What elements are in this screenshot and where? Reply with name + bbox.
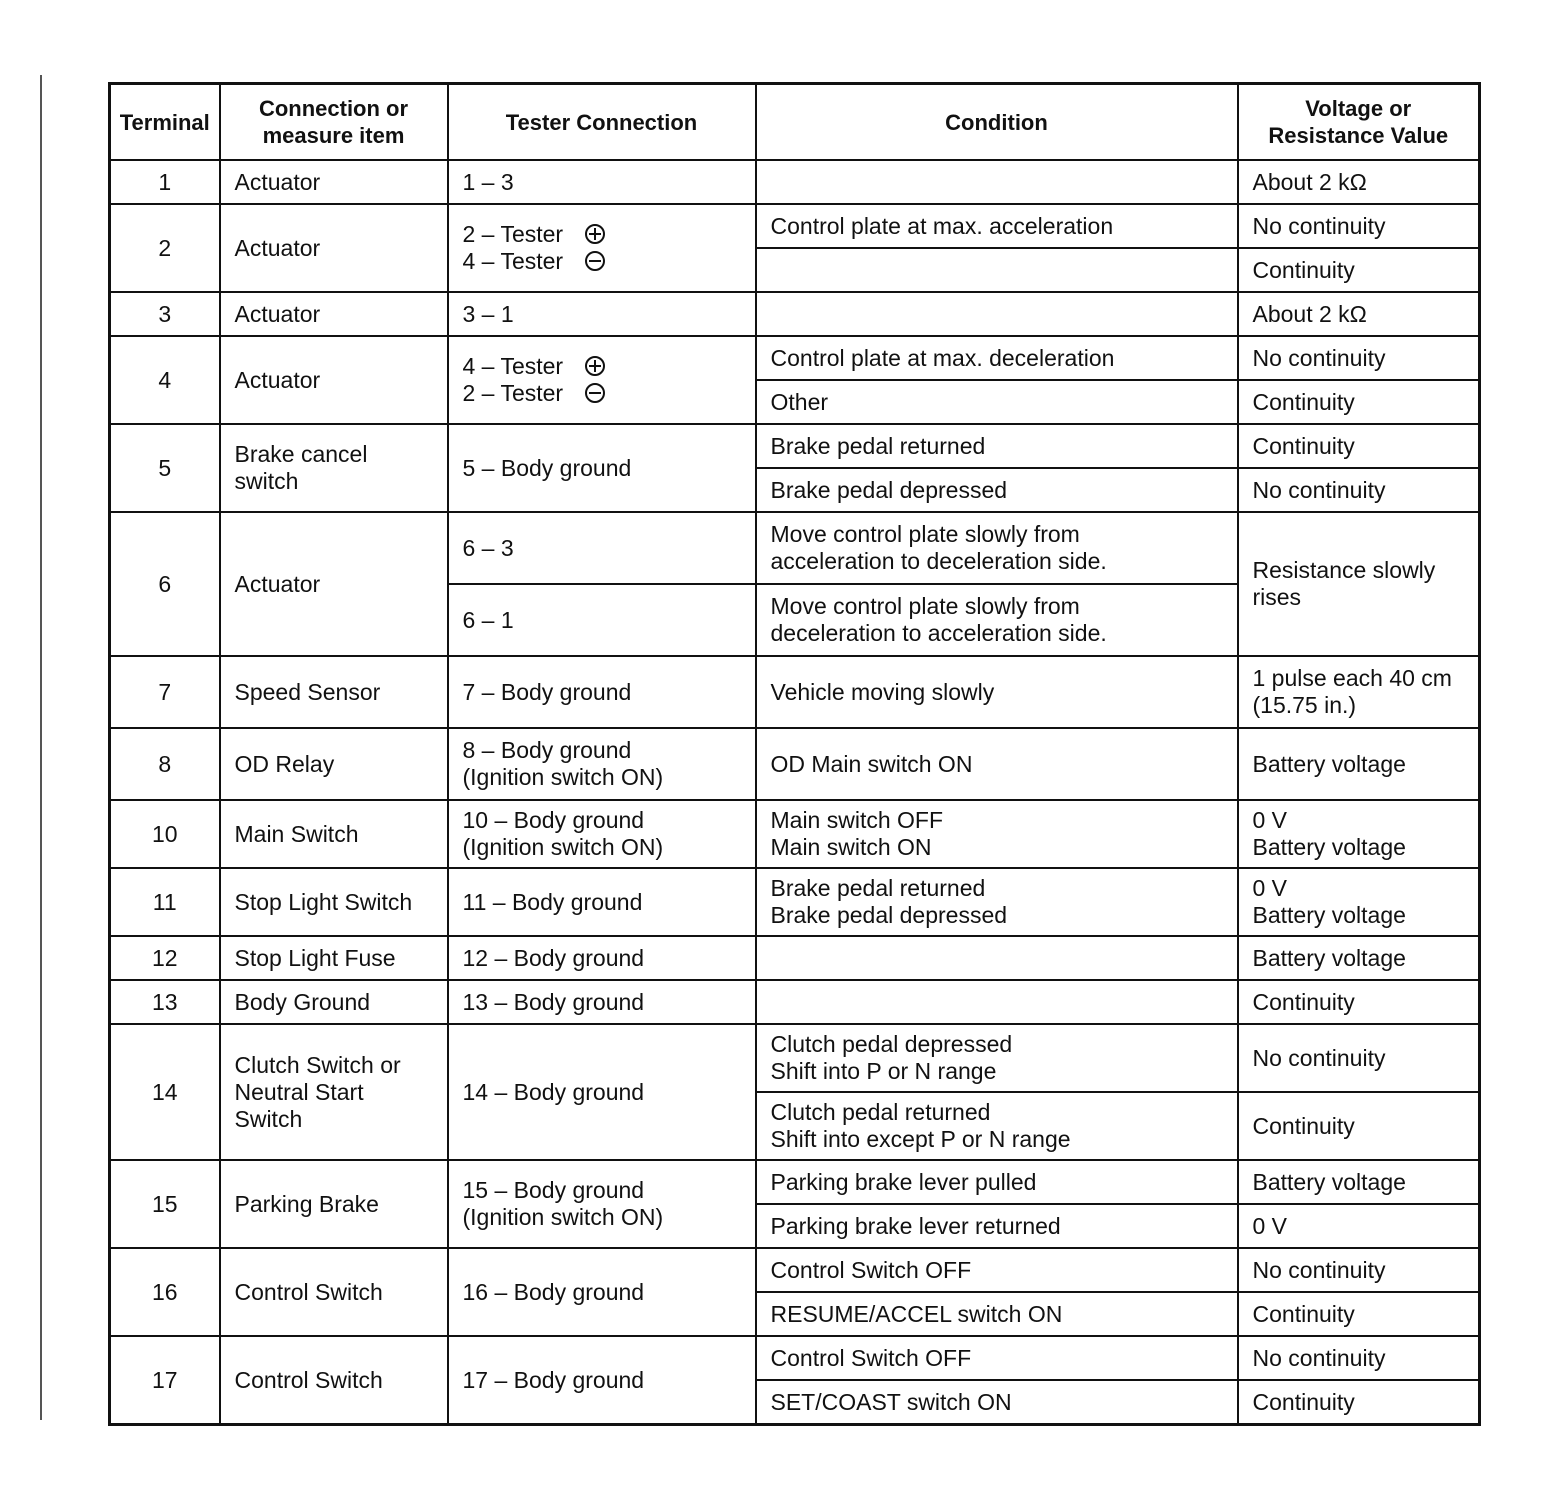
tester-cell: 12 – Body ground: [448, 936, 756, 980]
terminal-cell: 2: [110, 204, 220, 292]
item-cell: Clutch Switch or Neutral Start Switch: [220, 1024, 448, 1160]
condition-cell: [756, 936, 1238, 980]
item-cell: Main Switch: [220, 800, 448, 868]
circled-minus-icon: [585, 251, 605, 271]
condition-cell: Other: [756, 380, 1238, 424]
header-connection: Connection or measure item: [220, 84, 448, 161]
condition-cell: [756, 980, 1238, 1024]
tester-cell: 7 – Body ground: [448, 656, 756, 728]
value-cell: Battery voltage: [1238, 936, 1480, 980]
table-row: [110, 424, 1480, 468]
header-terminal: Terminal: [110, 84, 220, 161]
tester-cell: 10 – Body ground (Ignition switch ON): [448, 800, 756, 868]
condition-cell: Parking brake lever returned: [756, 1204, 1238, 1248]
item-cell: Stop Light Switch: [220, 868, 448, 936]
circled-plus-icon: [585, 356, 605, 376]
value-cell: Continuity: [1238, 1292, 1480, 1336]
tester-cell: 17 – Body ground: [448, 1336, 756, 1425]
table-row: [110, 800, 1480, 868]
condition-cell: Control plate at max. deceleration: [756, 336, 1238, 380]
value-cell: Continuity: [1238, 424, 1480, 468]
value-cell: Continuity: [1238, 980, 1480, 1024]
terminal-cell: 5: [110, 424, 220, 512]
table-row: [110, 1024, 1480, 1092]
terminal-cell: 7: [110, 656, 220, 728]
tester-line: [463, 221, 741, 248]
table-row: [110, 512, 1480, 584]
terminal-cell: 12: [110, 936, 220, 980]
condition-cell: Clutch pedal depressed Shift into P or N range: [756, 1024, 1238, 1092]
item-cell: Parking Brake: [220, 1160, 448, 1248]
table-row: [110, 936, 1480, 980]
tester-cell: [448, 336, 756, 424]
value-cell: 1 pulse each 40 cm (15.75 in.): [1238, 656, 1480, 728]
table-row: [110, 1160, 1480, 1204]
value-cell: 0 V Battery voltage: [1238, 800, 1480, 868]
item-cell: Actuator: [220, 336, 448, 424]
tester-line-text: 4 – Tester: [462, 353, 564, 379]
item-cell: OD Relay: [220, 728, 448, 800]
terminal-cell: 14: [110, 1024, 220, 1160]
tester-line: [463, 380, 741, 407]
item-cell: Brake cancel switch: [220, 424, 448, 512]
terminal-cell: 15: [110, 1160, 220, 1248]
terminal-cell: 11: [110, 868, 220, 936]
condition-cell: Control plate at max. acceleration: [756, 204, 1238, 248]
tester-cell: 1 – 3: [448, 160, 756, 204]
table-row: [110, 728, 1480, 800]
condition-cell: Move control plate slowly from acceleration to deceleration side.: [756, 512, 1238, 584]
value-cell: No continuity: [1238, 336, 1480, 380]
tester-line: [463, 248, 741, 275]
condition-cell: [756, 248, 1238, 292]
tester-cell: 6 – 1: [448, 584, 756, 656]
tester-cell: 8 – Body ground (Ignition switch ON): [448, 728, 756, 800]
condition-cell: Parking brake lever pulled: [756, 1160, 1238, 1204]
condition-cell: SET/COAST switch ON: [756, 1380, 1238, 1425]
tester-cell: 14 – Body ground: [448, 1024, 756, 1160]
page-margin-rule: [40, 75, 42, 1420]
table-row: [110, 868, 1480, 936]
condition-cell: Brake pedal returned Brake pedal depressed: [756, 868, 1238, 936]
value-cell: Continuity: [1238, 1092, 1480, 1160]
item-cell: Speed Sensor: [220, 656, 448, 728]
condition-cell: Control Switch OFF: [756, 1336, 1238, 1380]
table-row: [110, 292, 1480, 336]
item-cell: Stop Light Fuse: [220, 936, 448, 980]
circled-minus-icon: [585, 383, 605, 403]
header-tester: Tester Connection: [448, 84, 756, 161]
tester-line-text: 2 – Tester: [462, 221, 564, 247]
item-cell: Control Switch: [220, 1248, 448, 1336]
value-cell: Continuity: [1238, 1380, 1480, 1425]
tester-line-text: 2 – Tester: [462, 380, 564, 406]
terminal-test-table: [108, 82, 1481, 1426]
table-row: [110, 980, 1480, 1024]
condition-cell: Move control plate slowly from deceleration to acceleration side.: [756, 584, 1238, 656]
tester-cell: 3 – 1: [448, 292, 756, 336]
tester-cell: 15 – Body ground (Ignition switch ON): [448, 1160, 756, 1248]
item-cell: Control Switch: [220, 1336, 448, 1425]
table-row: [110, 336, 1480, 380]
terminal-cell: 10: [110, 800, 220, 868]
condition-cell: Brake pedal depressed: [756, 468, 1238, 512]
table-row: [110, 1248, 1480, 1292]
terminal-cell: 1: [110, 160, 220, 204]
condition-cell: Brake pedal returned: [756, 424, 1238, 468]
table-row: [110, 204, 1480, 248]
value-cell: No continuity: [1238, 468, 1480, 512]
tester-cell: 11 – Body ground: [448, 868, 756, 936]
condition-cell: Vehicle moving slowly: [756, 656, 1238, 728]
value-cell: 0 V: [1238, 1204, 1480, 1248]
value-cell: Continuity: [1238, 380, 1480, 424]
tester-cell: 13 – Body ground: [448, 980, 756, 1024]
table-row: [110, 656, 1480, 728]
condition-cell: Clutch pedal returned Shift into except P or N range: [756, 1092, 1238, 1160]
tester-cell: 5 – Body ground: [448, 424, 756, 512]
value-cell: About 2 kΩ: [1238, 292, 1480, 336]
table-row: [110, 1336, 1480, 1380]
test-table-wrapper: [108, 82, 1478, 1426]
value-cell: No continuity: [1238, 1248, 1480, 1292]
value-cell: Continuity: [1238, 248, 1480, 292]
value-cell: Resistance slowly rises: [1238, 512, 1480, 656]
terminal-cell: 16: [110, 1248, 220, 1336]
value-cell: About 2 kΩ: [1238, 160, 1480, 204]
terminal-cell: 6: [110, 512, 220, 656]
item-cell: Actuator: [220, 512, 448, 656]
item-cell: Actuator: [220, 292, 448, 336]
value-cell: No continuity: [1238, 1024, 1480, 1092]
condition-cell: OD Main switch ON: [756, 728, 1238, 800]
terminal-cell: 4: [110, 336, 220, 424]
value-cell: No continuity: [1238, 1336, 1480, 1380]
tester-line-text: 4 – Tester: [462, 248, 564, 274]
tester-cell: 6 – 3: [448, 512, 756, 584]
item-cell: Actuator: [220, 160, 448, 204]
item-cell: Body Ground: [220, 980, 448, 1024]
condition-cell: [756, 160, 1238, 204]
terminal-cell: 13: [110, 980, 220, 1024]
value-cell: Battery voltage: [1238, 728, 1480, 800]
header-value: Voltage or Resistance Value: [1238, 84, 1480, 161]
terminal-cell: 8: [110, 728, 220, 800]
item-cell: Actuator: [220, 204, 448, 292]
terminal-cell: 3: [110, 292, 220, 336]
table-row: [110, 160, 1480, 204]
condition-cell: [756, 292, 1238, 336]
condition-cell: Control Switch OFF: [756, 1248, 1238, 1292]
header-condition: Condition: [756, 84, 1238, 161]
tester-cell: [448, 204, 756, 292]
condition-cell: RESUME/ACCEL switch ON: [756, 1292, 1238, 1336]
value-cell: 0 V Battery voltage: [1238, 868, 1480, 936]
value-cell: No continuity: [1238, 204, 1480, 248]
condition-cell: Main switch OFF Main switch ON: [756, 800, 1238, 868]
tester-cell: 16 – Body ground: [448, 1248, 756, 1336]
circled-plus-icon: [585, 224, 605, 244]
header-row: [110, 84, 1480, 161]
value-cell: Battery voltage: [1238, 1160, 1480, 1204]
tester-line: [463, 353, 741, 380]
terminal-cell: 17: [110, 1336, 220, 1425]
